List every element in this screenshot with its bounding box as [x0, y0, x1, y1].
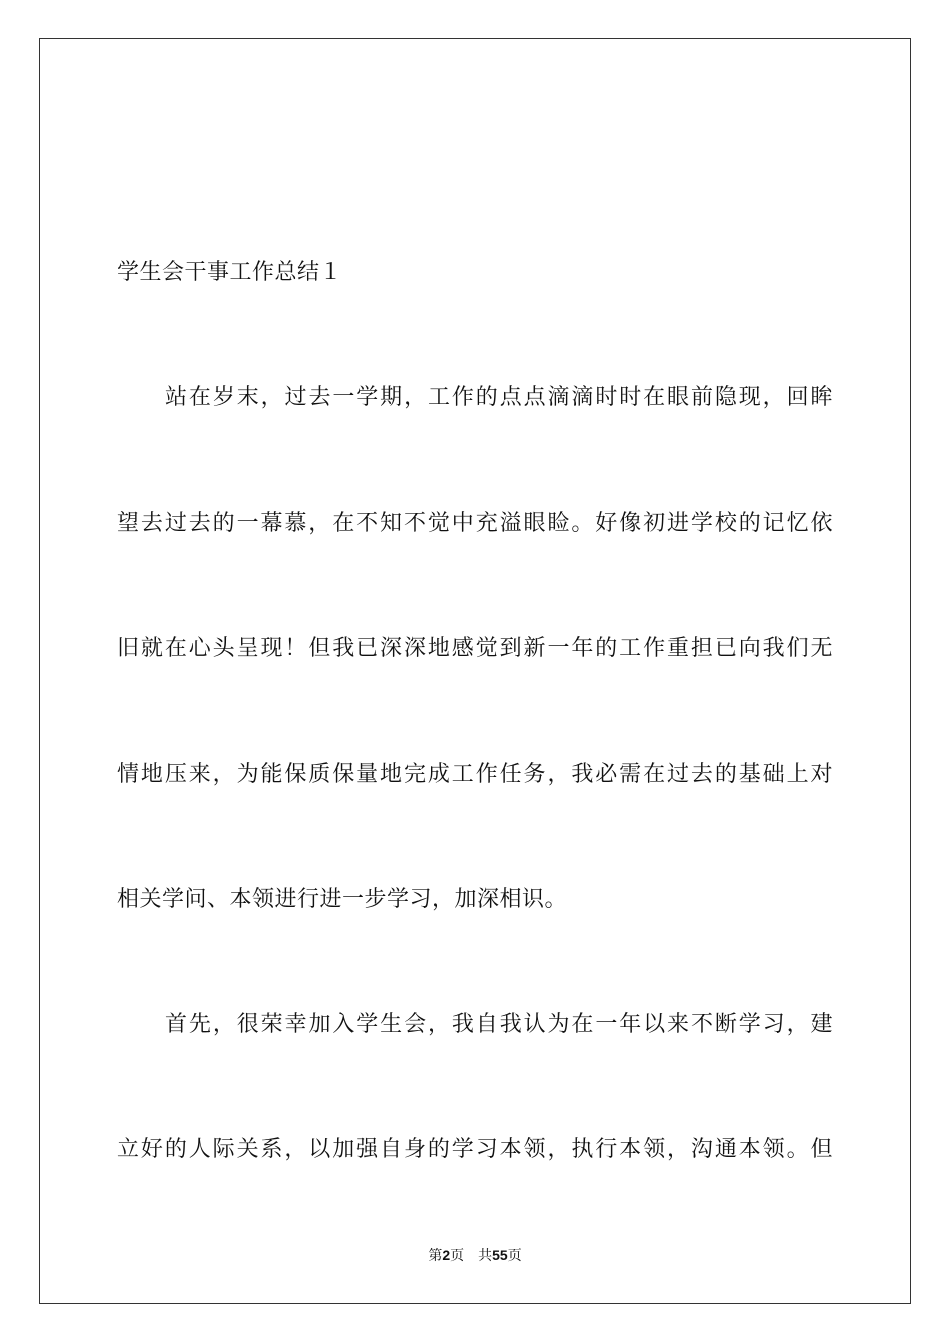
paragraph-2-line-1: 首先，很荣幸加入学生会，我自我认为在一年以来不断学习，建 [165, 1012, 833, 1037]
footer-total-pages: 55 [492, 1247, 508, 1263]
page-footer [0, 1246, 950, 1265]
document-heading: 学生会干事工作总结１ [117, 260, 343, 285]
paragraph-1-line-5: 相关学问、本领进行进一步学习，加深相识。 [117, 887, 568, 912]
footer-page-number: 2 [442, 1247, 451, 1263]
paragraph-1-line-4: 情地压来，为能保质保量地完成工作任务，我必需在过去的基础上对 [117, 762, 833, 787]
paragraph-1-line-2: 望去过去的一幕慕，在不知不觉中充溢眼睑。好像初进学校的记忆依 [117, 511, 833, 536]
footer-page-suffix: 页 [450, 1248, 465, 1264]
page-border [39, 38, 911, 1304]
footer-total-prefix: 共 [478, 1248, 493, 1264]
paragraph-1-line-3: 旧就在心头呈现！但我已深深地感觉到新一年的工作重担已向我们无 [117, 636, 833, 661]
footer-total-suffix: 页 [507, 1248, 522, 1264]
paragraph-1-line-1: 站在岁末，过去一学期，工作的点点滴滴时时在眼前隐现，回眸 [165, 385, 833, 410]
footer-page-prefix: 第 [428, 1248, 443, 1264]
paragraph-2-line-2: 立好的人际关系，以加强自身的学习本领，执行本领，沟通本领。但 [117, 1137, 833, 1162]
